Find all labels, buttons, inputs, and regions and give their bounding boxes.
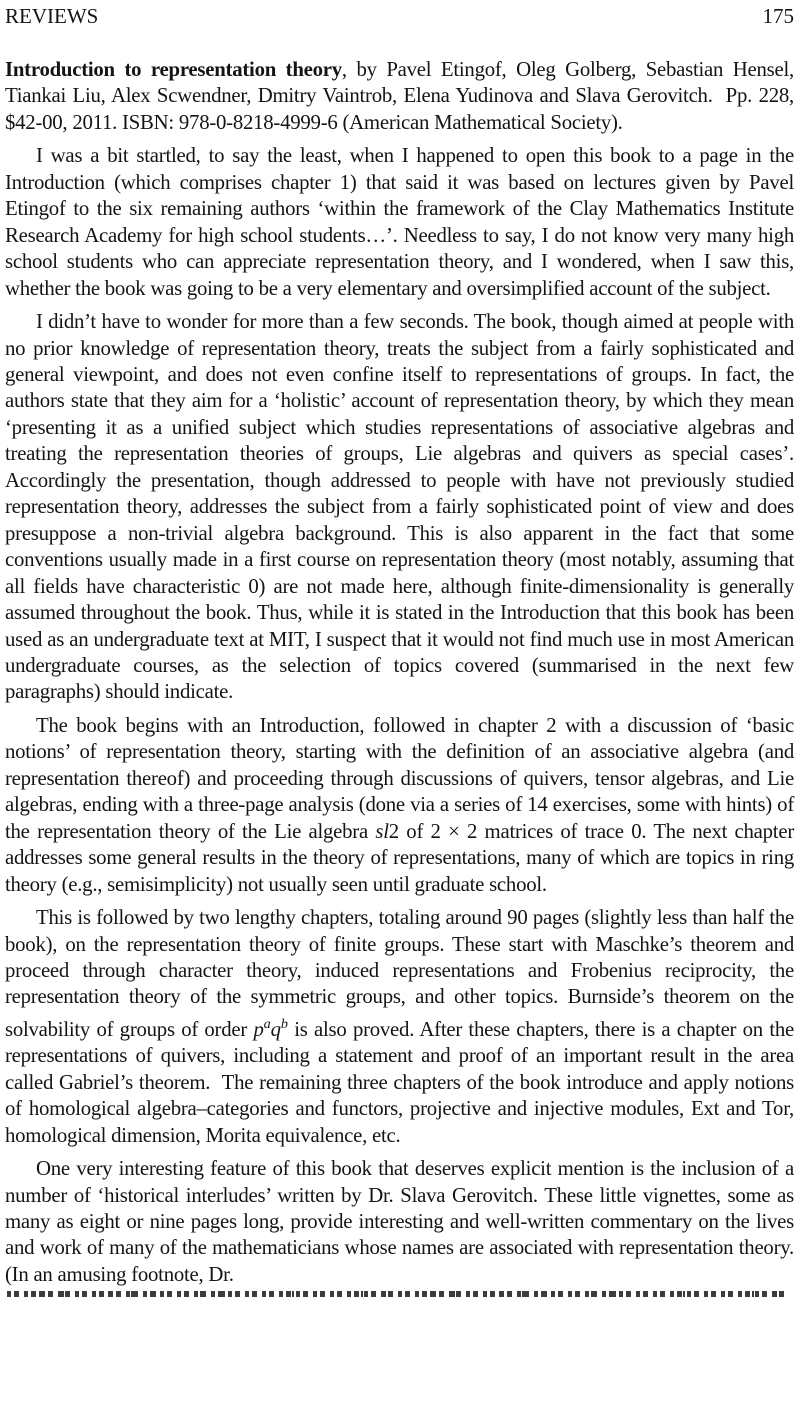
text-run: 2 of 2 × 2 matrices of trace 0. The next chapter addresses some general results in the theory of representations, many of which are topics in ring theory (e.g., semisimplicity) not usually seen until graduate school. [5,819,799,896]
text-run: is also proved. After these chapters, there is a chapter on the representations of quivers, including a statement and proof of an important result in the area called Gabriel’s theorem. The remaining three chapters of the book introduce and apply notions of homological algebra–categories and functors, projective and injective modules, Ext and Tor, homological dimension, Morita equivalence, etc. [5,1017,799,1147]
text-run: b [280,1015,288,1032]
running-head-title: REVIEWS [5,4,99,28]
text-run: I was a bit startled, to say the least, when I happened to open this book to a page in the Introduction (which comprises chapter 1) that said it was based on lectures given by Pavel Etingof to the six remaining authors ‘within the framework of the Clay Mathematics Institute Research Academy for high school students…’. Needless to say, I do not know very many high school students who can appreciate representation theory, and I wondered, when I saw this, whether the book was going to be a very elementary and oversimplified account of the subject. [5,144,799,300]
text-run: , by Pavel Etingof, Oleg Golberg, Sebastian Hensel, Tiankai Liu, Alex Scwendner, Dmitry Vaintrob, Elena Yudinova and Slava Gerovitch. Pp. 228, $42-00, 2011. ISBN: 978-0-8218-4999-6 (American Mathematical Society). [5,58,799,134]
text-run: q [270,1017,281,1041]
running-head [5,4,794,28]
review-paragraph-4 [5,905,799,1149]
review-paragraph-2 [5,309,799,706]
clipped-text-line [7,1291,788,1297]
page-number: 175 [762,4,794,28]
text-run: This is followed by two lengthy chapters, totaling around 90 pages (slightly less than half the book), on the representation theory of finite groups. These start with Maschke’s theorem and proceed through character theory, induced representations and Frobenius reciprocity, the representation theory of the symmetric groups, and other topics. Burnside’s theorem on the solvability of groups of order [5,906,799,1041]
text-run: a [263,1015,271,1032]
text-run: The book begins with an Introduction, followed in chapter 2 with a discussion of ‘basic notions’ of representation theory, starting with the definition of an associative algebra (and representation thereof) and proceeding through discussions of quivers, tensor algebras, and Lie algebras, ending with a three-page analysis (done via a series of 14 exercises, some with hints) of the representation theory of the Lie algebra [5,713,799,843]
review-paragraph-1 [5,143,799,302]
review-body [5,57,799,1288]
text-run: p [253,1017,264,1041]
text-run: One very interesting feature of this book that deserves explicit mention is the inclusion of a number of ‘historical interludes’ written by Dr. Slava Gerovitch. These little vignettes, some as many as eight or nine pages long, provide interesting and well-written commentary on the lives and work of many of the mathematicians whose names are associated with representation theory. (In an amusing footnote, Dr. [5,1157,799,1286]
text-run: sl [375,819,389,843]
text-run: I didn’t have to wonder for more than a few seconds. The book, though aimed at people with no prior knowledge of representation theory, treats the subject from a fairly sophisticated and general viewpoint, and does not even confine itself to representations of groups. In fact, the authors state that they aim for a ‘holistic’ account of representation theory, by which they mean ‘presenting it as a unified subject which studies representations of associative algebras and treating the representation theories of groups, Lie algebras and quivers as special cases’. Accordingly the presentation, though addressed to people with have not previously studied representation theory, addresses the subject from a fairly sophisticated point of view and does presuppose a non-trivial algebra background. This is also apparent in the fact that some conventions usually made in a first course on representation theory (most notably, assuming that all fields have characteristic 0) are not made here, although finite-dimensionality is generally assumed throughout the book. Thus, while it is stated in the Introduction that this book has been used as an undergraduate text at MIT, I suspect that it would not find much use in most American undergraduate courses, as the selection of topics covered (summarised in the next few paragraphs) should indicate. [5,310,799,704]
text-run: Introduction to representation theory [5,58,342,81]
book-citation-paragraph [5,57,799,136]
review-paragraph-5 [5,1156,799,1288]
review-paragraph-3 [5,713,799,898]
